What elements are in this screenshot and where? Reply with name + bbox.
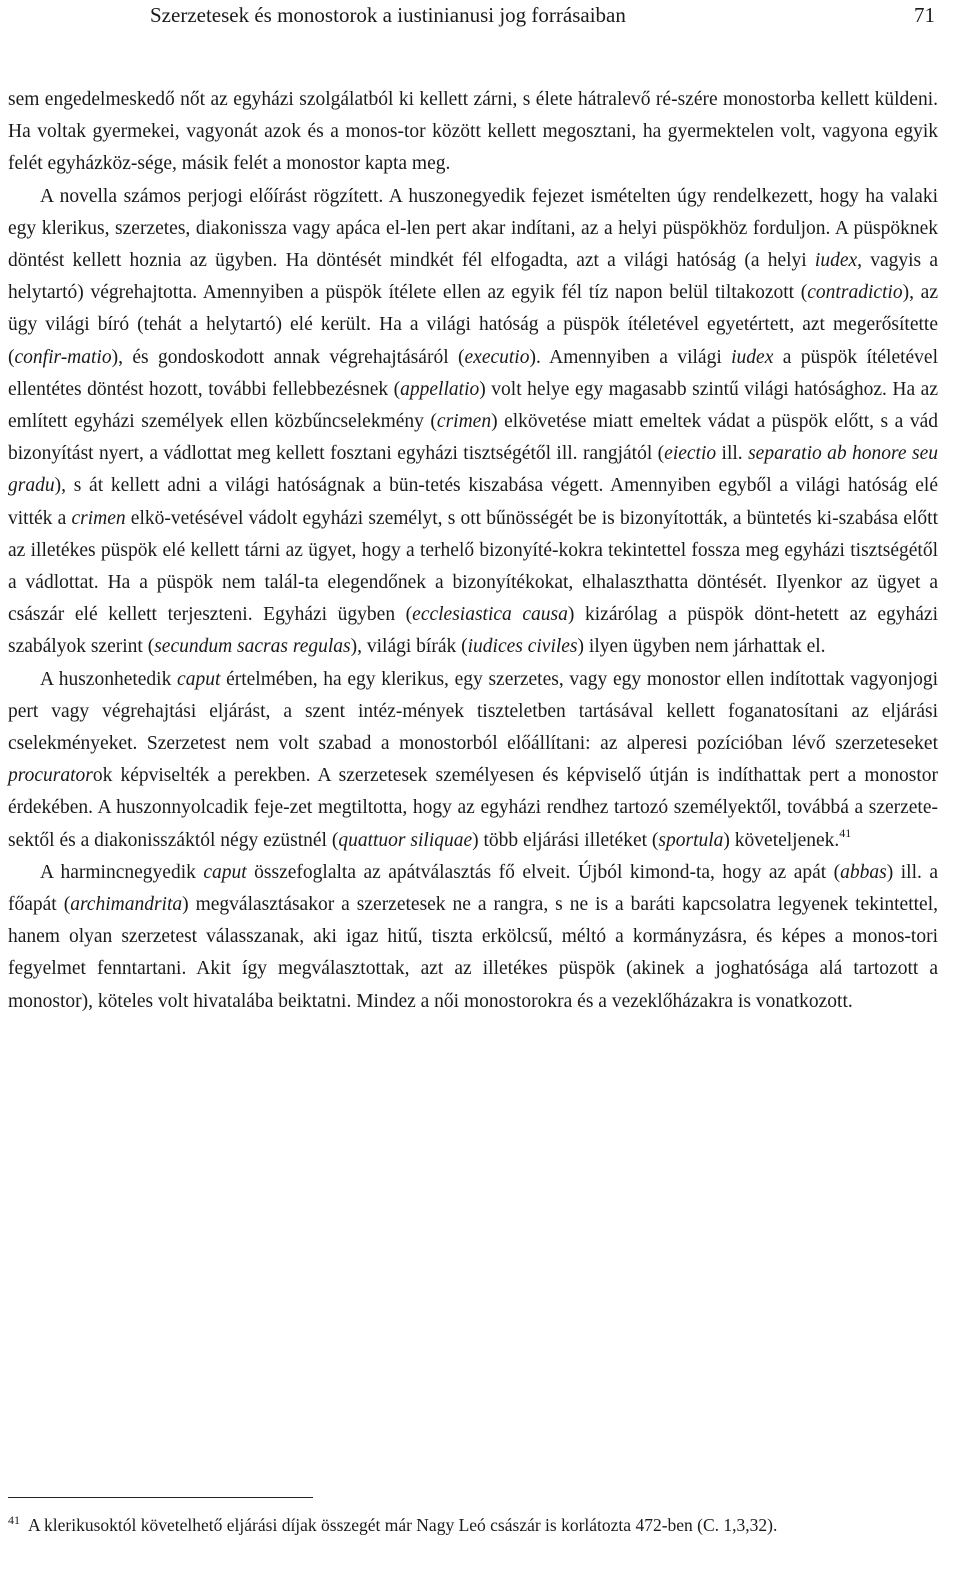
page-number: 71 [914, 3, 935, 27]
text-run: ), az ügy világi bíró (tehát a helytartó) elé került. Ha a világi hatóság a püspök ítéletével egyetértett, azt megerősítette ( [8, 282, 938, 368]
text-run: ) megválasztásakor a szerzetesek ne a rangra, s ne is a baráti kapcsolatra legyenek tekintettel, hanem olyan szerzetest válasszanak, aki igaz hitű, tiszta erkölcsű, méltó a kormányzásra, és képes a monos-tori fegyelmet fenntartani. Akit így megválasztottak, azt az illetékes püspök (akinek a joghatósága alá tartozott a monostor), köteles volt hivatalába beiktatni. Mindez a női monostorokra és a vezeklőházakra is vonatkozott. [8, 894, 938, 1012]
text-run: ) kizárólag a püspök dönt-hetett az egyházi szabályok szerint ( [8, 604, 938, 658]
footnote-separator [8, 1497, 313, 1498]
text-run: összefoglalta az apátválasztás fő elveit. Újból kimond-ta, hogy az apát ( [246, 861, 841, 883]
latin-term: contradictio [807, 282, 903, 304]
running-title: Szerzetesek és monostorok a iustinianusi jog forrásaiban [150, 3, 626, 27]
latin-term: secundum sacras regulas [154, 636, 351, 658]
text-run: ) ilyen ügyben nem járhattak el. [577, 636, 826, 658]
text-run: ) elkövetése miatt emeltek vádat a püspök előtt, s a vád bizonyítást nyert, a vádlottat meg kellett fosztani egyházi tisztségétől ill. rangjától ( [8, 411, 938, 465]
text-run: ). Amennyiben a világi [529, 346, 732, 368]
footnote-text: A klerikusoktól követelhető eljárási díjak összegét már Nagy Leó császár is korlátozta 472-ben (C. 1,3,32). [28, 1515, 778, 1535]
text-run: A harmincnegyedik [40, 861, 204, 883]
text-run: ) volt helye egy magasabb szintű világi hatósághoz. Ha az említett egyházi személyek ellen közbűncselekmény ( [8, 378, 938, 433]
footnote-number: 41 [8, 1513, 20, 1527]
paragraph [8, 84, 938, 181]
latin-term: iudex [814, 250, 858, 272]
text-run: ), s át kellett adni a világi hatóságnak a bün-tetés kiszabása végett. Amennyiben egyből a világi hatóság elé vitték a [8, 475, 938, 529]
latin-term: sportula [658, 829, 724, 851]
latin-term: crimen [436, 411, 492, 433]
paragraph [8, 664, 938, 857]
text-run: ) több eljárási illetéket ( [472, 829, 659, 851]
latin-term: crimen [71, 507, 126, 529]
text-run: A huszonhetedik [40, 668, 178, 690]
paragraph [8, 857, 938, 1018]
footnote [8, 1512, 938, 1538]
text-run: értelmében, ha egy klerikus, egy szerzetes, vagy egy monostor ellen indítottak vagyonjogi pert vagy végrehajtási eljárást, a szent intéz-mények tiszteletben tartásával kellett foganatosítani az eljárási cselekményeket. Szerzetest nem volt szabad a monostorból előállítani: az alperesi pozícióban lévő szerzeteseket [8, 668, 938, 755]
latin-term: archimandrita [70, 894, 183, 916]
latin-term: iudices civiles [467, 636, 578, 658]
text-run: ), és gondoskodott annak végrehajtásáról ( [111, 346, 465, 368]
text-run: ) ill. a főapát ( [8, 861, 939, 916]
latin-term: confir-matio [14, 346, 112, 368]
latin-term: appellatio [400, 378, 480, 400]
latin-term: separatio ab honore seu gradu [8, 443, 938, 497]
text-run: ok képviselték a perekben. A szerzetesek személyesen és képviselő útján is indíthattak pert a monostor érdekében. A huszonnyolcadik feje-zet megtiltotta, hogy az egyházi rendhez tartozó személyektől, továbbá a szerzete-sektől és a diakonisszáktól négy ezüstnél ( [8, 765, 938, 851]
latin-term: eiectio [664, 443, 717, 465]
latin-term: caput [177, 668, 221, 690]
text-run: sem engedelmeskedő nőt az egyházi szolgálatból ki kellett zárni, s élete hátralevő ré-szére monostorba kellett küldeni. Ha voltak gyermekei, vagyonát azok és a monos-tor között kellett megosztani, ha gyermektelen volt, vagyona egyik felét egyházköz-sége, másik felét a monostor kapta meg. [8, 89, 938, 175]
latin-term: executio [464, 346, 530, 368]
text-run: ), világi bírák ( [350, 636, 468, 658]
latin-term: abbas [840, 861, 887, 883]
latin-term: iudex [731, 346, 774, 368]
latin-term: ecclesiastica causa [412, 604, 568, 626]
text-run: ) követeljenek. [723, 829, 840, 851]
text-run: elkö-vetésével vádolt egyházi személyt, s ott bűnösségét be is bizonyították, a büntetés ki-szabása előtt az illetékes püspök elé kellett tárni az ügyet, hogy a terhelő bizonyíté-kokra tekintettel fossza meg egyházi tisztségétől a vádlottat. Ha a püspök nem talál-ta elegendőnek a bizonyítékokat, elhalaszthatta döntését. Ilyenkor az ügyet a császár elé kellett terjeszteni. Egyházi ügyben ( [8, 507, 938, 626]
text-run: ill. [716, 443, 749, 465]
paragraph [8, 181, 938, 664]
latin-term: procurator [8, 765, 93, 787]
footnote-reference: 41 [839, 825, 852, 840]
text-run: , vagyis a helytartó) végrehajtotta. Amennyiben a püspök ítélete ellen az egyik fél tíz napon belül tiltakozott ( [8, 250, 938, 304]
body-text [8, 84, 938, 1018]
text-run: a püspök ítéletével ellentétes döntést hozott, további fellebbezésnek ( [8, 346, 938, 400]
text-run: A novella számos perjogi előírást rögzített. A huszonegyedik fejezet ismételten úgy rendelkezett, hogy ha valaki egy klerikus, szerzetes, diakonissza vagy apáca el-len pert akar indítani, az a helyi püspökhöz forduljon. A püspöknek döntést kellett hoznia az ügyben. Ha döntését mindkét fél elfogadta, azt a világi hatóság (a helyi [8, 185, 938, 272]
latin-term: quattuor siliquae [338, 829, 473, 851]
latin-term: caput [203, 861, 247, 883]
